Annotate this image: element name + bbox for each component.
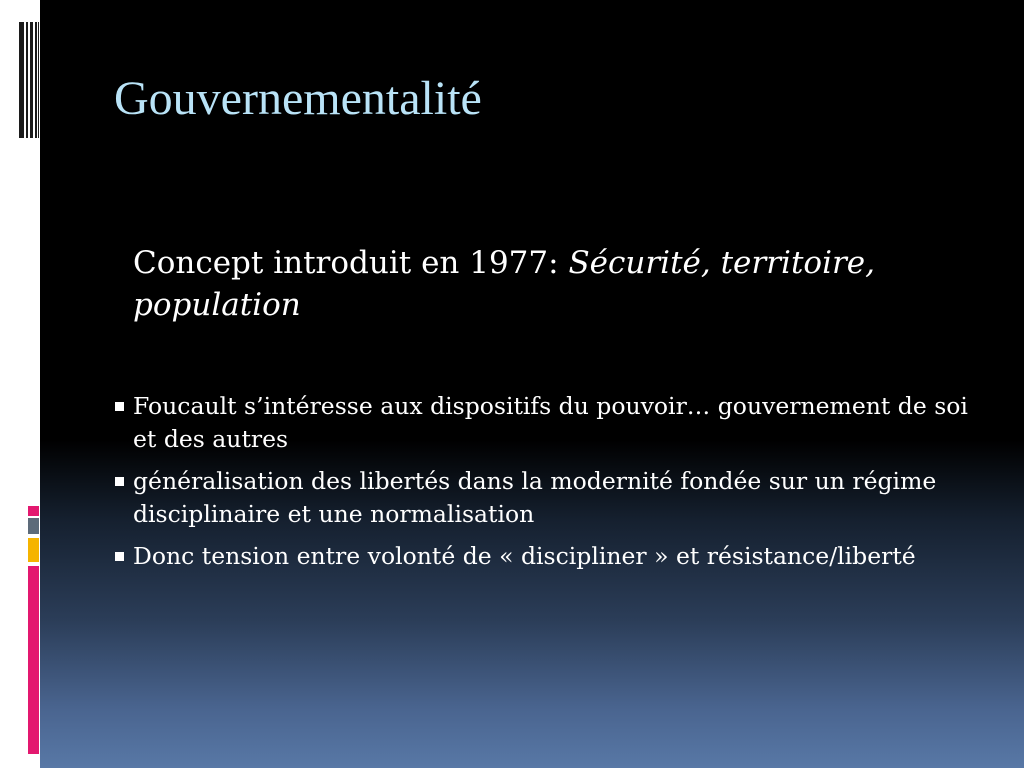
accent-bar-gray <box>28 518 39 534</box>
bullet-text: Foucault s’intéresse aux dispositifs du pouvoir… gouvernement de soi et des autres <box>133 392 968 453</box>
accent-bar-pink-long <box>28 566 39 754</box>
square-bullet-icon <box>115 552 124 561</box>
intro-plain: Concept introduit en 1977: <box>133 245 569 281</box>
bullet-text: généralisation des libertés dans la modernité fondée sur un régime disciplinaire et une normalisation <box>133 467 937 528</box>
bullet-list <box>115 390 975 582</box>
accent-bar-gold <box>28 538 39 562</box>
list-item <box>115 390 975 456</box>
accent-bar-pink-small <box>28 506 39 516</box>
square-bullet-icon <box>115 402 124 411</box>
intro-text <box>133 242 933 326</box>
intro-italic-title: Sécurité, territoire, population <box>133 245 876 323</box>
square-bullet-icon <box>115 477 124 486</box>
bullet-text: Donc tension entre volonté de « discipliner » et résistance/liberté <box>133 542 916 570</box>
slide-title: Gouvernementalité <box>114 72 482 125</box>
list-item <box>115 540 975 573</box>
vertical-lines-decoration <box>19 22 39 138</box>
list-item <box>115 465 975 531</box>
